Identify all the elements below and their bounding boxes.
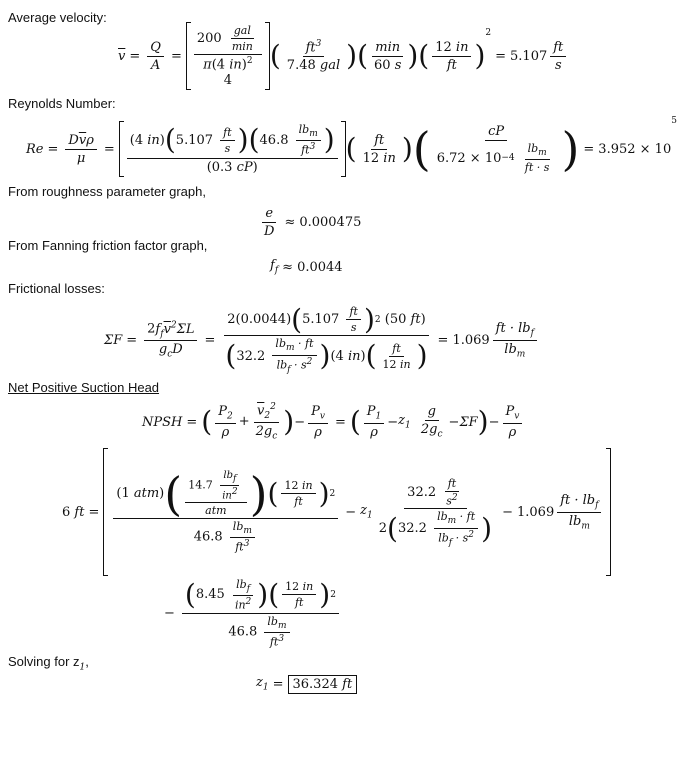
- label-fanning-graph: From Fanning friction factor graph,: [8, 238, 208, 253]
- equation-npsh-numeric: 6 ft = (1 atm ) ( 14.7 $\frac{lb_f}{in^2}$ atm ) ( $\frac{12 in}{ft}$ ) 2 46.8 $\frac{lb_m}{ft^3}$ − $z_1$ 32.2 $\frac{ft}{s^2}$ 2 ( 32.2 $\frac{lb_m \cdot ft}{lb_f \cdot s^2}$ ) − 1.069 $\frac{ft \cdot lb_f}{lb_m}$: [62, 448, 611, 576]
- friction-factor-value: 0.0044: [297, 259, 343, 275]
- equation-friction-factor: $f_f$ ≈ 0.0044: [270, 258, 343, 276]
- equation-reynolds: Re = $\frac{D\overline{v}\rho}{\mu}$ = ( 4 in ) ( 5.107 $\frac{ft}{s}$ ) ( 46.8 $\frac{lb_m}{ft^3}$ ) (0.3 cP) ( $\frac{ft}{12 in}$ ) ( cP 6.72 × 10 −4 $\frac{lb_m}{ft \cdot s}$ ) = 3.952 × 10 5: [26, 116, 677, 182]
- label-solving-for: Solving for $z_1$,: [8, 654, 89, 673]
- label-average-velocity: Average velocity:: [8, 10, 107, 25]
- equation-average-velocity: $\overline{v}$ = $\frac{Q}{A}$ = 200 $\frac{\text{gal}}{\min}$ π(4 in)$^2$ 4 ( $\frac{ft^3}{\text{7.48 gal}}$ ) ( $\frac{\min}{60 s}$ ) ( $\frac{12 in}{ft}$ ) 2 = 5.107 $\frac{ft}{s}$: [118, 28, 569, 84]
- diameter-value: 4: [216, 57, 226, 73]
- equation-frictional-losses: ΣF = $\frac{2f_f\overline{v}^2\Sigma L}{g_cD}$ = 2( 0.0044 ) ( 5.107 $\frac{ft}{s}$ ) 2 ( 50 ft ) ( 32.2 $\frac{lb_m \cdot ft}{lb_f \cdot s^2}$ ) ( 4 in ) ( $\frac{ft}{12 in}$ ) = 1.069 $\frac{ft \cdot lb_f}{lb_m}$: [104, 304, 540, 376]
- flow-rate-value: 200: [196, 31, 222, 47]
- relative-roughness-value: 0.000475: [299, 214, 362, 230]
- equation-npsh-definition: NPSH = ( $\frac{P_2}{\rho}$ + $\frac{\overline{v}_2^2}{2g_c}$ ) − $\frac{P_v}{\rho}$ = ( $\frac{P_1}{\rho}$ − $z_1$ $\frac{g}{2g_c}$ − ΣF ) − $\frac{P_v}{\rho}$: [142, 398, 525, 446]
- equation-npsh-vapor-term: − ( 8.45 $\frac{lb_f}{in^2}$ ) ( $\frac{12 in}{ft}$ ) 2 46.8 $\frac{lb_m}{ft^3}$: [160, 580, 342, 646]
- z1-result-value: 36.324: [292, 676, 338, 692]
- equation-relative-roughness: $\frac{e}{D}$ ≈ 0.000475: [264, 205, 362, 239]
- label-roughness-graph: From roughness parameter graph,: [8, 184, 206, 199]
- z1-result-box: 36.324 ft: [288, 675, 358, 694]
- reynolds-result: 3.952 × 10: [598, 141, 672, 157]
- heading-npsh: Net Positive Suction Head: [8, 380, 160, 395]
- equation-z1-result: $z_1$ = 36.324 ft: [256, 672, 357, 696]
- label-frictional-losses: Frictional losses:: [8, 281, 105, 296]
- friction-loss-result: 1.069: [452, 332, 490, 348]
- label-reynolds-number: Reynolds Number:: [8, 96, 116, 111]
- velocity-result: 5.107: [510, 48, 548, 64]
